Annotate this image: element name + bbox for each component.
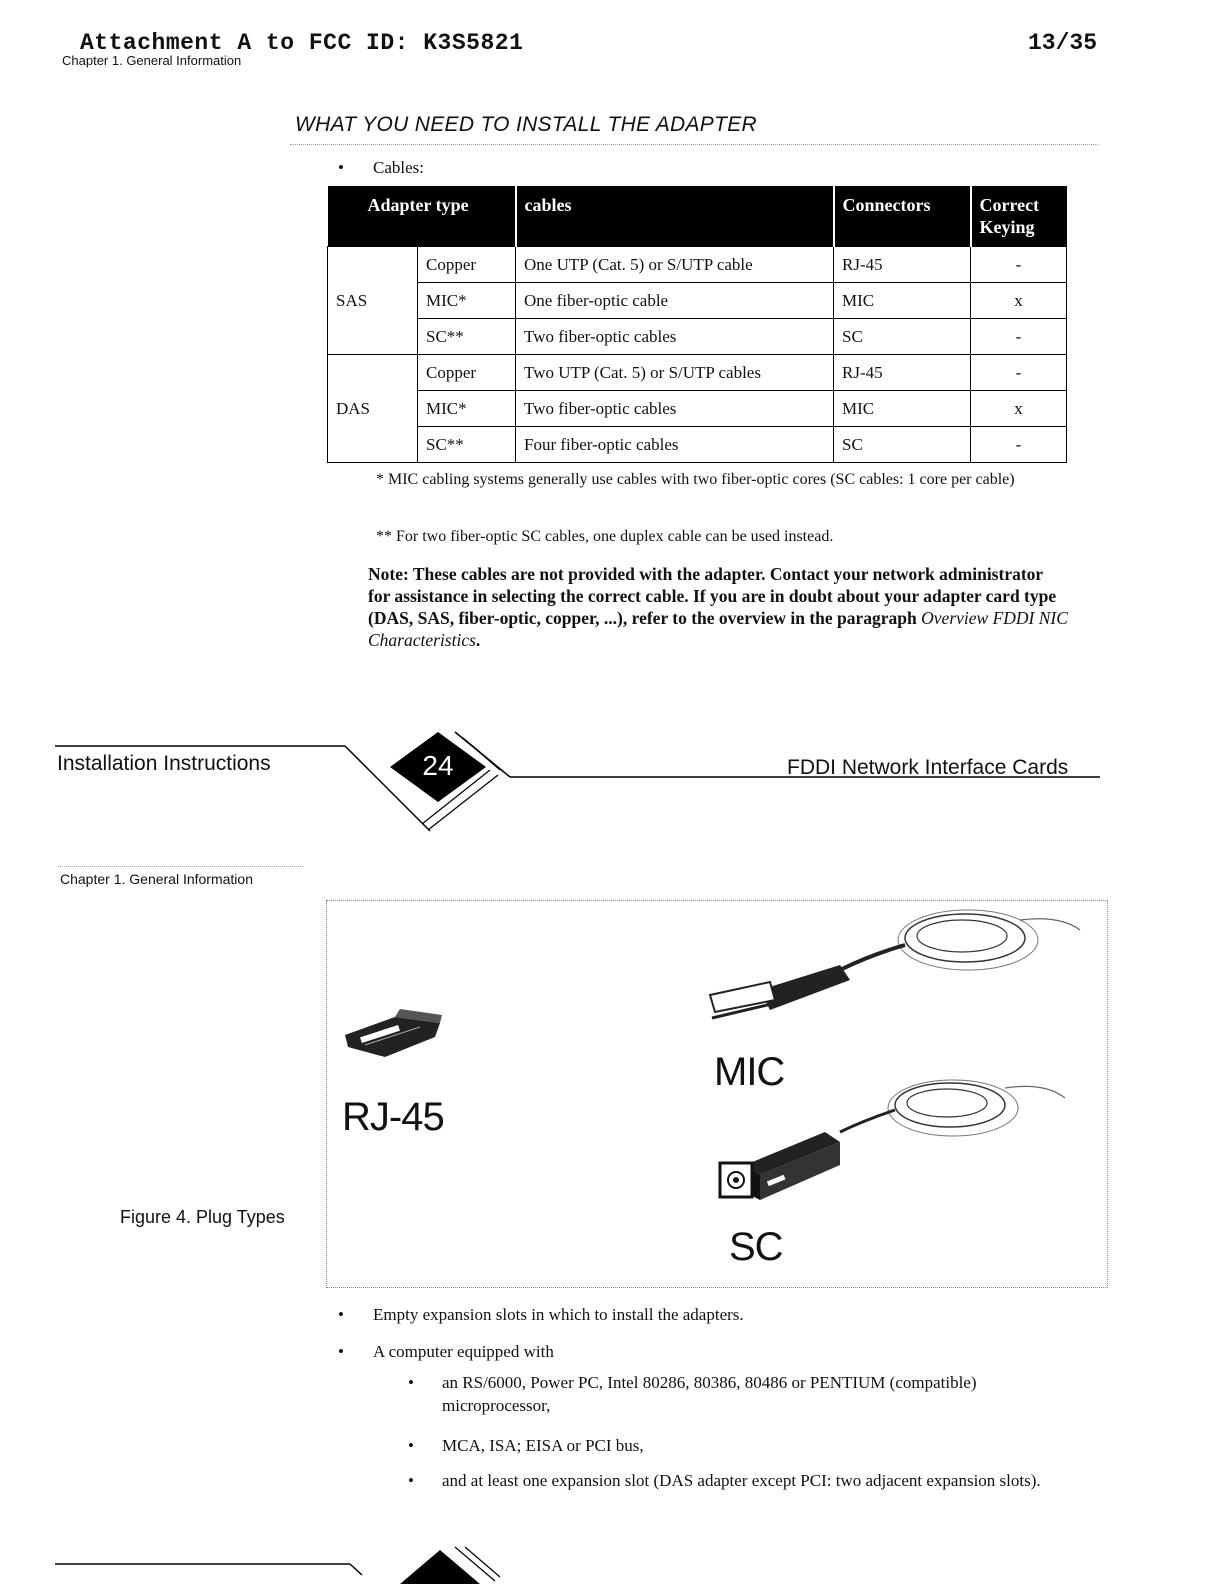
section-divider bbox=[290, 144, 1098, 145]
connector-cell: RJ-45 bbox=[834, 355, 971, 391]
table-row bbox=[328, 247, 1067, 283]
variant-cell: SC** bbox=[418, 319, 516, 355]
col-header-adapter-type: Adapter type bbox=[328, 186, 516, 247]
bullet-icon: • bbox=[338, 158, 344, 177]
variant-cell: MIC* bbox=[418, 391, 516, 427]
bullet-icon: • bbox=[408, 1471, 414, 1490]
cables-cell: One fiber-optic cable bbox=[516, 283, 834, 319]
keying-cell: - bbox=[971, 247, 1067, 283]
cables-cell: Two UTP (Cat. 5) or S/UTP cables bbox=[516, 355, 834, 391]
keying-cell: - bbox=[971, 355, 1067, 391]
rj45-plug-icon bbox=[340, 1005, 450, 1065]
table-row bbox=[328, 283, 1067, 319]
adapter-type-sas: SAS bbox=[328, 247, 418, 355]
variant-cell: Copper bbox=[418, 355, 516, 391]
band-right-label: FDDI Network Interface Cards bbox=[787, 756, 1069, 779]
cables-bullet: • Cables: bbox=[338, 158, 424, 177]
label-rj45: RJ-45 bbox=[342, 1095, 444, 1139]
bullet-icon: • bbox=[408, 1373, 414, 1392]
list-item: • A computer equipped with bbox=[338, 1342, 554, 1361]
connector-cell: MIC bbox=[834, 391, 971, 427]
variant-cell: MIC* bbox=[418, 283, 516, 319]
variant-cell: SC** bbox=[418, 427, 516, 463]
mic-plug-icon bbox=[700, 900, 1100, 1030]
table-row bbox=[328, 355, 1067, 391]
note-paragraph: Note: These cables are not provided with the adapter. Contact your network administrator for assistance in selecting the correct cable. If you are in doubt about your adapter card type (DAS, SAS, fiber-optic, copper, ...), refer to the overview in the paragraph Overview FDDI NIC Characteristics. bbox=[368, 564, 1068, 650]
bullet-icon: • bbox=[338, 1305, 344, 1324]
cables-cell: Four fiber-optic cables bbox=[516, 427, 834, 463]
chapter-label-2: Chapter 1. General Information bbox=[60, 871, 253, 887]
section-title: WHAT YOU NEED TO INSTALL THE ADAPTER bbox=[295, 113, 757, 136]
chapter-divider bbox=[58, 866, 303, 867]
keying-cell: x bbox=[971, 391, 1067, 427]
list-item: • Empty expansion slots in which to install the adapters. bbox=[338, 1305, 744, 1324]
connector-cell: RJ-45 bbox=[834, 247, 971, 283]
list-item: • MCA, ISA; EISA or PCI bus, bbox=[408, 1436, 644, 1455]
bullet-icon: • bbox=[408, 1436, 414, 1455]
footnote-sc: ** For two fiber-optic SC cables, one duplex cable can be used instead. bbox=[376, 528, 834, 545]
cables-cell: One UTP (Cat. 5) or S/UTP cable bbox=[516, 247, 834, 283]
variant-cell: Copper bbox=[418, 247, 516, 283]
bullet-icon: • bbox=[338, 1342, 344, 1361]
label-mic: MIC bbox=[714, 1050, 785, 1094]
keying-cell: - bbox=[971, 319, 1067, 355]
adapter-type-das: DAS bbox=[328, 355, 418, 463]
col-header-correct-keying: Correct Keying bbox=[971, 186, 1067, 247]
col-header-connectors: Connectors bbox=[834, 186, 971, 247]
table-row bbox=[328, 319, 1067, 355]
table-row bbox=[328, 391, 1067, 427]
document-title: Attachment A to FCC ID: K3S5821 bbox=[80, 30, 524, 56]
list-item: • and at least one expansion slot (DAS adapter except PCI: two adjacent expansion slots). bbox=[408, 1471, 1041, 1490]
band-left-label: Installation Instructions bbox=[57, 752, 271, 775]
table-header-row bbox=[328, 186, 1067, 247]
chapter-label: Chapter 1. General Information bbox=[62, 53, 242, 68]
page-counter: 13/35 bbox=[1028, 30, 1098, 56]
page-band-fragment bbox=[0, 1545, 1224, 1584]
connector-cell: SC bbox=[834, 427, 971, 463]
list-item: • an RS/6000, Power PC, Intel 80286, 80386, 80486 or PENTIUM (compatible) microprocessor, bbox=[408, 1373, 977, 1415]
cables-cell: Two fiber-optic cables bbox=[516, 319, 834, 355]
band-page-number: 24 bbox=[422, 750, 454, 781]
keying-cell: - bbox=[971, 427, 1067, 463]
cables-cell: Two fiber-optic cables bbox=[516, 391, 834, 427]
overview-reference: Overview FDDI NIC Characteristics bbox=[368, 608, 1068, 650]
table-row bbox=[328, 427, 1067, 463]
col-header-cables: cables bbox=[516, 186, 834, 247]
footnote-mic: * MIC cabling systems generally use cables with two fiber-optic cores (SC cables: 1 core per cable) bbox=[376, 471, 1015, 488]
keying-cell: x bbox=[971, 283, 1067, 319]
connector-cell: MIC bbox=[834, 283, 971, 319]
cables-table bbox=[327, 186, 1067, 463]
page-band-graphic bbox=[0, 730, 1224, 840]
connector-cell: SC bbox=[834, 319, 971, 355]
figure-caption: Figure 4. Plug Types bbox=[120, 1207, 285, 1227]
label-sc: SC bbox=[729, 1225, 783, 1269]
